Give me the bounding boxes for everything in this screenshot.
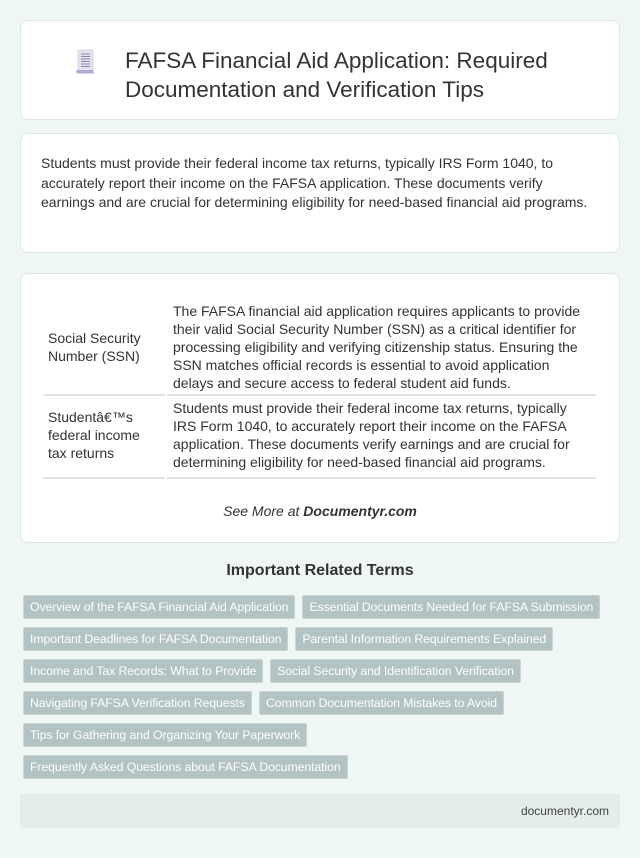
footer bbox=[20, 794, 620, 828]
see-more-link[interactable]: Documentyr.com bbox=[303, 503, 417, 519]
header bbox=[21, 21, 619, 104]
related-terms-heading: Important Related Terms bbox=[226, 562, 414, 579]
table-cell-description: The FAFSA financial aid application requires applicants to provide their valid Social Security Number (SSN) as a critical identifier for processing eligibility and verifying citizenship status. Ensuring the SSN matches official records is essential to avoid application delays and secure access to federal student aid funds. bbox=[167, 294, 596, 396]
table-row bbox=[43, 294, 596, 396]
table-cell-term: Studentâ€™s federal income tax returns bbox=[43, 396, 165, 479]
related-term-tag[interactable]: Common Documentation Mistakes to Avoid bbox=[259, 691, 504, 715]
related-term-tag[interactable]: Tips for Gathering and Organizing Your Paperwork bbox=[23, 723, 307, 747]
summary-card bbox=[20, 133, 620, 253]
documentation-table bbox=[41, 294, 598, 479]
related-term-tag[interactable]: Parental Information Requirements Explained bbox=[295, 627, 553, 651]
related-term-tag[interactable]: Essential Documents Needed for FAFSA Submission bbox=[302, 595, 600, 619]
related-term-tag[interactable]: Overview of the FAFSA Financial Aid Application bbox=[23, 595, 295, 619]
related-term-tag[interactable]: Frequently Asked Questions about FAFSA Documentation bbox=[23, 755, 348, 779]
summary-text: Students must provide their federal income tax returns, typically IRS Form 1040, to accurately report their income on the FAFSA application. These documents verify earnings and are crucial for determining eligibility for need-based financial aid programs. bbox=[41, 155, 588, 210]
related-term-tag[interactable]: Important Deadlines for FAFSA Documentation bbox=[23, 627, 288, 651]
see-more-prefix: See More at bbox=[223, 503, 304, 519]
header-card bbox=[20, 20, 620, 120]
table-row bbox=[43, 396, 596, 479]
related-term-tag[interactable]: Navigating FAFSA Verification Requests bbox=[23, 691, 252, 715]
table-cell-description: Students must provide their federal income tax returns, typically IRS Form 1040, to accurately report their income on the FAFSA application. These documents verify earnings and are crucial for determining eligibility for need-based financial aid programs. bbox=[167, 396, 596, 479]
footer-site-link[interactable]: documentyr.com bbox=[520, 804, 609, 818]
see-more bbox=[21, 503, 619, 519]
related-term-tag[interactable]: Income and Tax Records: What to Provide bbox=[23, 659, 263, 683]
related-terms-list bbox=[23, 595, 613, 779]
related-term-tag[interactable]: Social Security and Identification Verification bbox=[270, 659, 521, 683]
page-title: FAFSA Financial Aid Application: Required Documentation and Verification Tips bbox=[125, 48, 548, 102]
document-icon bbox=[75, 49, 97, 75]
table-cell-term: Social Security Number (SSN) bbox=[43, 294, 165, 396]
documentation-table-card bbox=[20, 273, 620, 543]
